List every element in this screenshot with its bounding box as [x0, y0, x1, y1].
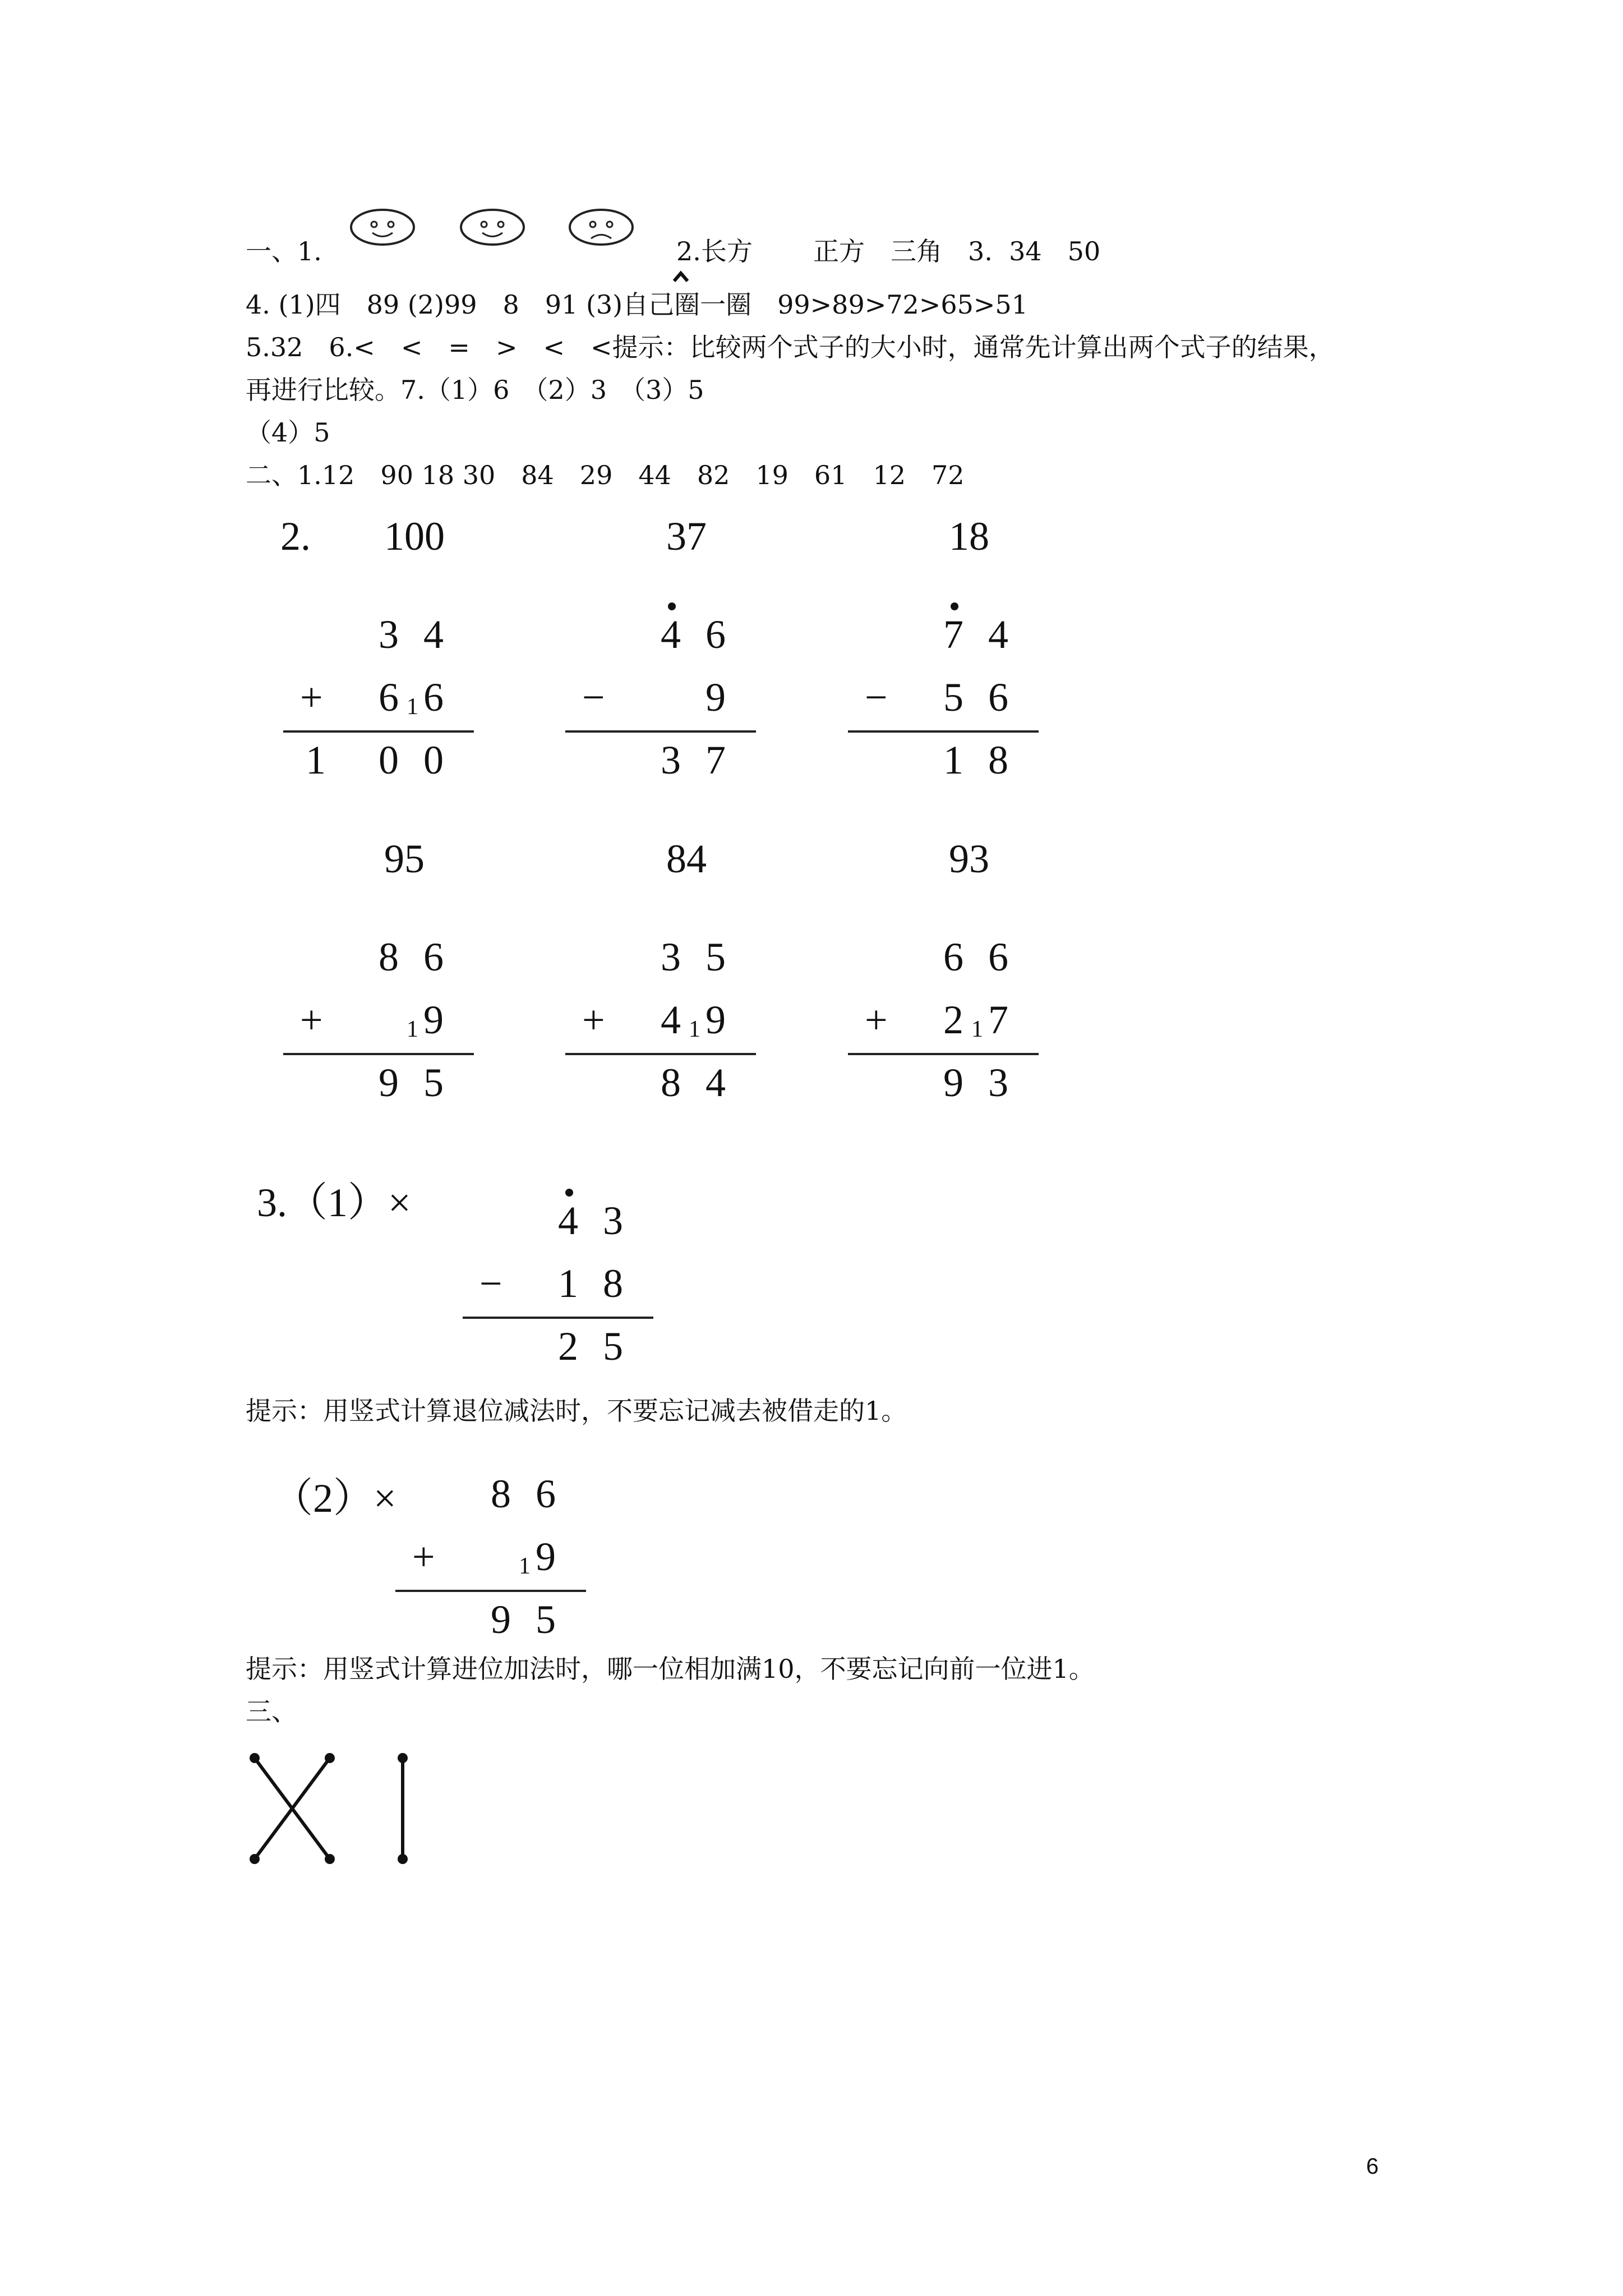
digit: 9	[536, 1534, 556, 1579]
digit: 9	[379, 1060, 399, 1105]
digit: 4	[661, 612, 681, 657]
q2-q3-answers: 正方 三角 3. 34 50	[813, 236, 1101, 266]
digit: 7	[943, 612, 963, 657]
problem-result: 93	[949, 836, 989, 881]
digit: 6	[988, 675, 1008, 720]
digit: 6	[379, 675, 399, 720]
digit: 5	[423, 1060, 444, 1105]
problem-result: 100	[384, 514, 445, 559]
carry-digit: 1	[407, 694, 418, 720]
digit: 8	[491, 1471, 511, 1516]
section1-line5: （4）5	[246, 417, 330, 448]
digit: 9	[423, 997, 444, 1042]
page-number: 6	[1366, 2154, 1379, 2179]
sum-rule	[565, 730, 756, 733]
digit: 3	[661, 935, 681, 979]
digit: 3	[661, 738, 681, 783]
q2-answer-rect: 2.长方	[676, 236, 753, 266]
digit: 6	[423, 935, 444, 979]
q3-1-label: 3.（1）×	[257, 1180, 411, 1225]
digit: 0	[423, 738, 444, 783]
section1-line2: 4. (1)四 89 (2)99 8 91 (3)自己圈一圈 99>89>72>65>51	[246, 289, 1028, 320]
digit: 9	[943, 1060, 963, 1105]
problem-result: 18	[949, 514, 989, 559]
digit: 7	[988, 997, 1008, 1042]
digit: 5	[536, 1597, 556, 1642]
carry-digit: 1	[407, 1016, 418, 1042]
sum-rule	[848, 1053, 1039, 1055]
digit: 8	[661, 1060, 681, 1105]
q2-label: 2.	[280, 514, 311, 559]
section1-line4: 再进行比较。7.（1）6 （2）3 （3）5	[246, 375, 704, 405]
digit: 3	[603, 1198, 623, 1243]
borrow-dot	[668, 602, 676, 610]
borrow-dot	[565, 1189, 573, 1197]
sad-icon	[568, 208, 635, 247]
digit: 4	[423, 612, 444, 657]
digit: 6	[423, 675, 444, 720]
problem-result: 95	[384, 836, 425, 881]
sum-rule	[283, 730, 474, 733]
operator: +	[582, 997, 605, 1042]
digit: 3	[988, 1060, 1008, 1105]
hint-2: 提示：用竖式计算进位加法时，哪一位相加满10，不要忘记向前一位进1。	[246, 1654, 1095, 1684]
digit: 6	[706, 612, 726, 657]
section1-line3: 5.32 6.< < = > < <提示：比较两个式子的大小时，通常先计算出两个式子的结果，	[246, 332, 1335, 362]
digit: 3	[379, 612, 399, 657]
operator: +	[412, 1534, 435, 1579]
smile-icon	[459, 208, 526, 247]
operator: +	[300, 675, 323, 720]
carry-digit: 1	[689, 1016, 700, 1042]
q3-2-label: （2）×	[273, 1476, 396, 1521]
problem-result: 37	[666, 514, 707, 559]
digit: 6	[943, 935, 963, 979]
borrow-dot	[951, 602, 958, 610]
smile-icon	[349, 208, 416, 247]
digit: 9	[706, 997, 726, 1042]
digit: 4	[988, 612, 1008, 657]
digit: 7	[706, 738, 726, 783]
problem-result: 84	[666, 836, 707, 881]
matching-lines-figure	[241, 1745, 421, 1874]
digit: 0	[379, 738, 399, 783]
sum-rule	[463, 1317, 653, 1319]
digit: 4	[706, 1060, 726, 1105]
section2-line1: 二、1.12 90 18 30 84 29 44 82 19 61 12 72	[246, 460, 965, 490]
digit: 6	[536, 1471, 556, 1516]
section1-prefix: 一、1.	[246, 236, 322, 266]
digit: 4	[661, 997, 681, 1042]
digit: 9	[491, 1597, 511, 1642]
digit: 1	[943, 738, 963, 783]
sum-rule	[283, 1053, 474, 1055]
digit: 5	[603, 1324, 623, 1369]
digit: 5	[706, 935, 726, 979]
operator: −	[865, 675, 888, 720]
digit: 6	[988, 935, 1008, 979]
digit: 1	[306, 738, 326, 783]
digit: 1	[558, 1261, 578, 1306]
hint-1: 提示：用竖式计算退位减法时，不要忘记减去被借走的1。	[246, 1396, 907, 1426]
operator: +	[300, 997, 323, 1042]
operator: −	[582, 675, 605, 720]
digit: 8	[379, 935, 399, 979]
sum-rule	[395, 1590, 586, 1592]
digit: 2	[558, 1324, 578, 1369]
digit: 5	[943, 675, 963, 720]
digit: 4	[558, 1198, 578, 1243]
digit: 9	[706, 675, 726, 720]
carry-digit: 1	[519, 1553, 531, 1579]
section3-label: 三、	[246, 1696, 297, 1727]
operator: −	[479, 1261, 502, 1306]
operator: +	[865, 997, 888, 1042]
sum-rule	[565, 1053, 756, 1055]
carry-digit: 1	[971, 1016, 983, 1042]
digit: 8	[603, 1261, 623, 1306]
digit: 2	[943, 997, 963, 1042]
sum-rule	[848, 730, 1039, 733]
digit: 8	[988, 738, 1008, 783]
